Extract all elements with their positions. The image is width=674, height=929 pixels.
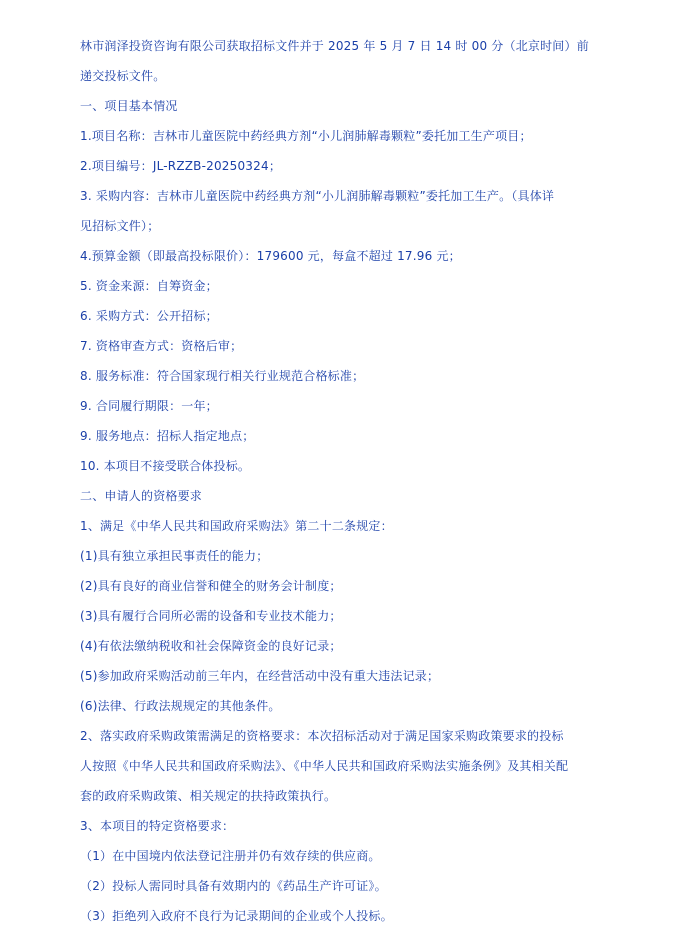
item-5: 5. 资金来源：自筹资金； xyxy=(80,279,218,293)
item-9-location: 9. 服务地点：招标人指定地点； xyxy=(80,429,255,443)
requirement-2-line-1: 2、落实政府采购政策需满足的资格要求：本次招标活动对于满足国家采购政策要求的投标 xyxy=(80,729,564,743)
intro-line-1: 林市润泽投资咨询有限公司获取招标文件并于 2025 年 5 月 7 日 14 时 00 分（北京时间）前 xyxy=(80,39,589,53)
section-2-title: 二、申请人的资格要求 xyxy=(80,489,203,503)
item-8: 8. 服务标准：符合国家现行相关行业规范合格标准； xyxy=(80,369,365,383)
requirement-3: 3、本项目的特定资格要求： xyxy=(80,819,235,833)
requirement-1-5: (5)参加政府采购活动前三年内，在经营活动中没有重大违法记录； xyxy=(80,669,440,683)
requirement-3-2: （2）投标人需同时具备有效期内的《药品生产许可证》。 xyxy=(80,879,387,893)
item-7: 7. 资格审查方式：资格后审； xyxy=(80,339,243,353)
requirement-1-6: (6)法律、行政法规规定的其他条件。 xyxy=(80,699,281,713)
item-9-term: 9. 合同履行期限：一年； xyxy=(80,399,218,413)
requirement-2-line-2: 人按照《中华人民共和国政府采购法》、《中华人民共和国政府采购法实施条例》及其相关配 xyxy=(80,759,569,773)
item-6: 6. 采购方式：公开招标； xyxy=(80,309,218,323)
item-2: 2.项目编号：JL-RZZB-20250324； xyxy=(80,159,282,173)
requirement-3-1: （1）在中国境内依法登记注册并仍有效存续的供应商。 xyxy=(80,849,381,863)
intro-line-2: 递交投标文件。 xyxy=(80,69,166,83)
item-4: 4.预算金额（即最高投标限价）：179600 元，每盒不超过 17.96 元； xyxy=(80,249,461,263)
requirement-1-3: (3)具有履行合同所必需的设备和专业技术能力； xyxy=(80,609,342,623)
item-3-line-1: 3. 采购内容：吉林市儿童医院中药经典方剂“小儿润肺解毒颗粒”委托加工生产。（具体详 xyxy=(80,189,555,203)
requirement-2-line-3: 套的政府采购政策、相关规定的扶持政策执行。 xyxy=(80,789,337,803)
requirement-1: 1、满足《中华人民共和国政府采购法》第二十二条规定： xyxy=(80,519,393,533)
section-1-title: 一、项目基本情况 xyxy=(80,99,178,113)
requirement-1-1: (1)具有独立承担民事责任的能力； xyxy=(80,549,269,563)
requirement-3-3: （3）拒绝列入政府不良行为记录期间的企业或个人投标。 xyxy=(80,909,393,923)
item-3-line-2: 见招标文件）； xyxy=(80,219,160,233)
item-10: 10. 本项目不接受联合体投标。 xyxy=(80,459,251,473)
item-1: 1.项目名称：吉林市儿童医院中药经典方剂“小儿润肺解毒颗粒”委托加工生产项目； xyxy=(80,129,532,143)
requirement-1-4: (4)有依法缴纳税收和社会保障资金的良好记录； xyxy=(80,639,342,653)
requirement-1-2: (2)具有良好的商业信誉和健全的财务会计制度； xyxy=(80,579,342,593)
